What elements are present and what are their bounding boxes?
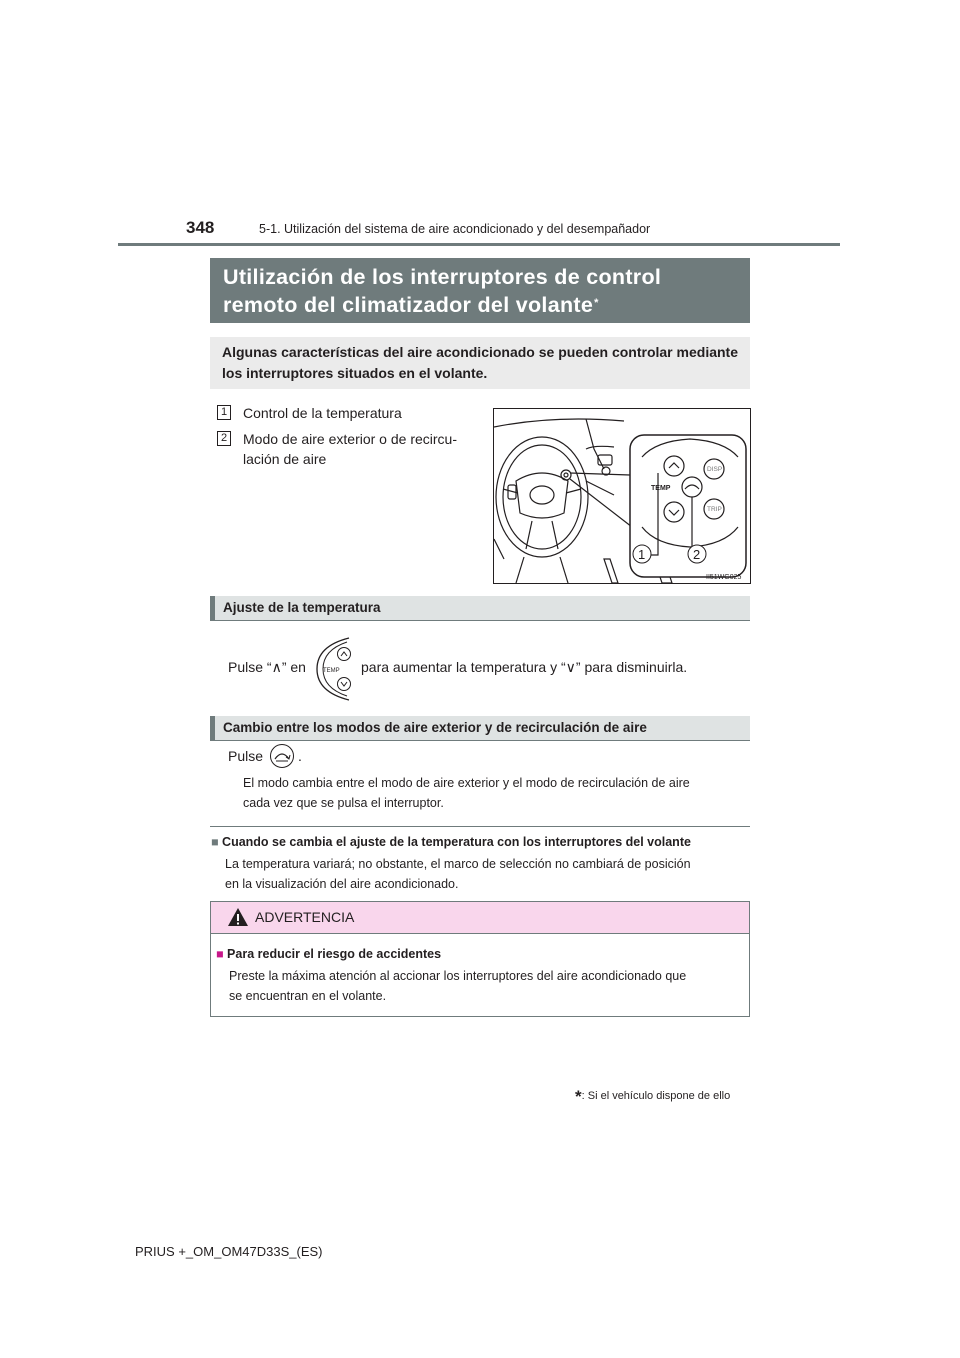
callout-text-1: Control de la temperatura: [243, 405, 402, 421]
callout-number-2: 2: [217, 431, 231, 446]
warning-item-heading: [216, 947, 441, 961]
info-line2: en la visualización del aire acondicionado.: [225, 877, 459, 891]
air-mode-note: [243, 773, 748, 813]
footnote-text: : Si el vehículo dispone de ello: [581, 1090, 731, 1102]
temp-text-end: ” para disminuirla.: [575, 659, 688, 675]
info-line1: La temperatura variará; no obstante, el marco de selección no cambiará de posición: [225, 857, 691, 871]
section-title-box: [210, 258, 750, 323]
figure-code: II51WG025: [706, 574, 742, 581]
section-heading-temperature: [210, 596, 750, 621]
temperature-instruction-end: [361, 659, 687, 676]
callout-text-2: [243, 429, 478, 469]
chapter-title: 5-1. Utilización del sistema de aire acondicionado y del desempañador: [259, 222, 651, 236]
warning-header: [211, 902, 749, 934]
air-mode-period: .: [298, 748, 302, 764]
temp-text-before: Pulse “: [228, 659, 272, 675]
steering-wheel-figure: [493, 408, 751, 584]
section-title: [223, 263, 661, 319]
title-line-2-text: remoto del climatizador del volante: [223, 293, 594, 317]
header-rule: [118, 243, 840, 246]
section-heading-bar: [210, 716, 215, 741]
air-mode-note-line2: cada vez que se pulsa el interruptor.: [243, 796, 444, 810]
temperature-instruction-start: [228, 659, 306, 676]
temp-icon-label: TEMP: [323, 668, 340, 674]
warning-item-heading-text: Para reducir el riesgo de accidentes: [227, 947, 442, 961]
air-mode-note-line1: El modo cambia entre el modo de aire exterior y el modo de recirculación de aire: [243, 776, 690, 790]
title-line-1: Utilización de los interruptores de control: [223, 265, 662, 289]
figure-callout-1: 1: [638, 547, 646, 562]
info-heading-text: Cuando se cambia el ajuste de la temperatura con los interruptores del volante: [222, 835, 691, 849]
section-heading-air-mode-text: Cambio entre los modos de aire exterior y de recirculación de aire: [223, 720, 647, 735]
title-line-2: [223, 291, 661, 319]
temp-text-mid: ” en: [281, 659, 306, 675]
warning-triangle-icon: [227, 907, 249, 927]
title-asterisk: *: [594, 297, 599, 309]
section-heading-air-mode: [210, 716, 750, 741]
footnote-asterisk: *: [575, 1087, 582, 1106]
info-bullet: ■: [211, 835, 219, 849]
page-number: 348: [186, 218, 215, 237]
callout-text-2-line2: lación de aire: [243, 451, 327, 467]
figure-disp-label: DISP: [707, 466, 723, 473]
warning-line1: Preste la máxima atención al accionar los interruptores del aire acondicionado que: [229, 969, 687, 983]
figure-trip-label: TRIP: [707, 506, 722, 513]
warning-line2: se encuentran en el volante.: [229, 989, 387, 1003]
warning-box: [210, 901, 750, 1017]
separator-rule: [210, 826, 750, 827]
section-heading-bar: [210, 596, 215, 621]
down-symbol: ∨: [565, 659, 576, 675]
up-symbol: ∧: [271, 659, 282, 675]
info-heading: [211, 835, 691, 849]
section-heading-temperature-text: Ajuste de la temperatura: [223, 600, 381, 615]
figure-temp-label: TEMP: [651, 485, 671, 492]
warning-bullet: ■: [216, 947, 224, 961]
intro-box: [210, 337, 750, 389]
temp-switch-icon: [311, 636, 355, 702]
recirculation-button-icon: [269, 743, 295, 769]
air-mode-pulse-text: Pulse: [228, 748, 264, 764]
footnote: [575, 1087, 730, 1107]
figure-callout-2: 2: [693, 547, 701, 562]
document-code: PRIUS +_OM_OM47D33S_(ES): [135, 1244, 323, 1259]
steering-wheel-illustration: [494, 409, 750, 583]
warning-body: [229, 966, 741, 1006]
warning-title: ADVERTENCIA: [255, 909, 355, 925]
info-body: [225, 854, 747, 894]
temp-text-after: para aumentar la temperatura y “: [361, 659, 566, 675]
callout-number-1: 1: [217, 405, 231, 420]
callout-text-2-line1: Modo de aire exterior o de recircu-: [243, 431, 457, 447]
intro-text: Algunas características del aire acondicionado se pueden controlar mediante los interruptores situados en el volante.: [222, 344, 738, 381]
